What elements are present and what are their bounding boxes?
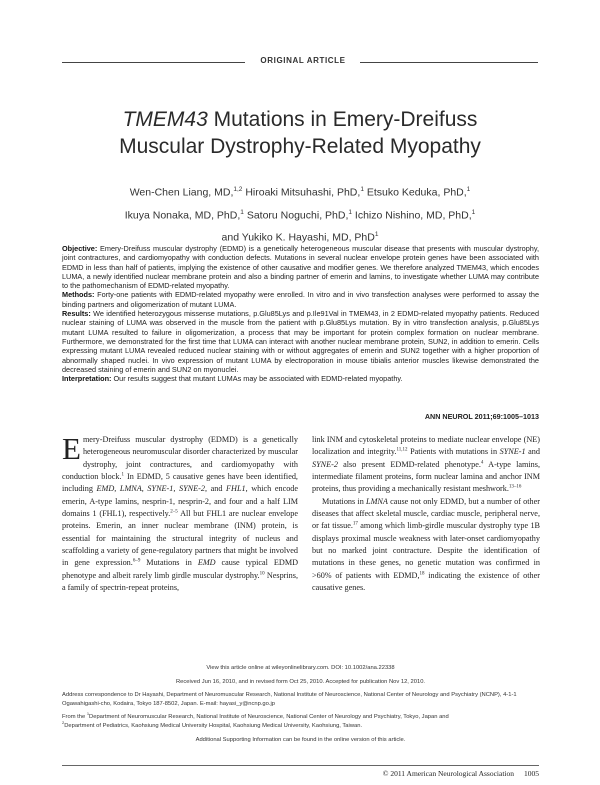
header-rule-left [62,62,245,63]
drop-cap: E [62,431,81,466]
author: Ichizo Nishino, MD, PhD, [354,209,472,221]
gene-name: EMD [96,484,115,494]
author: Etsuko Keduka, PhD, [366,186,467,199]
author-affiliation: 1 [348,208,352,216]
reference-marker[interactable]: 11,12 [396,447,408,453]
author-affiliation: 1,2 [233,186,243,193]
gene-name: LMNA [366,496,388,506]
reference-marker[interactable]: 13–16 [508,484,522,490]
author-affiliation: 1 [360,186,364,193]
affiliation-text: Department of Pediatrics, Kaohsiung Medical University Hospital, Kaohsiung Medical University, Kaohsiung, Taiwan. [64,722,363,729]
title-line1-rest: Mutations in Emery-Dreifuss [207,108,478,131]
body-column-right [312,434,540,594]
abstract [62,244,539,383]
body-text: , and [204,484,227,494]
journal-citation: ANN NEUROL 2011;69:1005–1013 [424,412,539,421]
body-text: Nesprins, a family of spectrin-repeat proteins, [62,570,298,593]
author-list [60,180,540,248]
view-online-note[interactable]: View this article online at wileyonlinelibrary.com. DOI: 10.1002/ana.22338 [206,665,395,671]
abstract-objective [62,244,539,290]
body-text: , [114,484,120,494]
affiliation-prefix: From the [62,714,87,721]
author: Hiroaki Mitsuhashi, PhD, [245,186,361,199]
reference-marker[interactable]: 17 [352,521,358,527]
abstract-text: Emery-Dreifuss muscular dystrophy (EDMD) is a genetically heterogeneous muscular disease that presents with muscular dystrophy, joint contractures, and cardiomyopathy with conduction defects. Mutations in several nuclear envelope protein genes have been associated with EDMD in less than half of patients, implying the existence of other causative and modifier genes. We therefore analyzed TMEM43, which encodes LUMA, a newly identified nuclear membrane protein and also a binding partner of emerin and lamins, to investigate whether LUMA may contribute to the pathomechanism of EDMD-related myopathy. [62,244,539,291]
reference-marker[interactable]: 18 [419,571,425,577]
body-text: In EDMD, 5 causative genes have been identified, including [62,472,298,494]
author-affiliation: 1 [374,231,379,238]
gene-name: LMNA [119,484,142,494]
gene-name: FHL1 [226,484,246,494]
header-rule-right [360,62,538,63]
affiliation-marker: 1 [86,711,90,717]
body-text: , [141,484,148,494]
body-text: Mutations in [140,558,198,568]
body-text: , [173,484,180,494]
body-column-left [62,431,299,594]
body-paragraph [62,431,299,594]
supporting-info-note: Additional Supporting Information can be found in the online version of this article. [195,736,406,743]
body-text: among which limb-girdle muscular dystrophy type 1B displays proximal muscle weakness with later-onset cardiomyopathy but no marked joint contracture. Despite the identification of mutations in these genes, no genetic mutation was confirmed in >60% of patients with EDMD, [312,521,540,580]
author: Ikuya Nonaka, MD, PhD, [124,209,241,221]
abstract-results [62,309,539,374]
body-text: , which encode emerin, A-type lamins, nesprin-1, nesprin-2, and four and a half LIM domains 1 (FHL1), respectively. [62,484,299,519]
reference-marker[interactable]: 6–9 [132,558,141,564]
author: Wen-Chen Liang, MD, [129,186,234,199]
article-title [50,106,550,160]
body-text: also present EDMD-related phenotype. [337,459,481,469]
correspondence-address: Address correspondence to Dr Hayashi, Department of Neuromuscular Research, National Institute of Neuroscience, National Center of Neurology and Psychiatry (NCNP), 4-1-1 Ogawahigashi-cho, Kodaira, Tokyo 187-8502, Japan. E-mail: hayasi_y@ncnp.go.jp [62,692,517,707]
article-footnotes [62,664,539,749]
copyright-notice: © 2011 American Neurological Association [382,769,514,778]
abstract-interpretation [62,374,539,383]
title-gene: TMEM43 [122,108,208,131]
section-label: ORIGINAL ARTICLE [260,56,346,65]
gene-name: EMD [197,558,216,568]
author: Yukiko K. Hayashi, MD, PhD [241,231,375,244]
abstract-label: Interpretation: [62,374,112,384]
author-affiliation: 1 [471,208,476,216]
gene-name: SYNE-1 [147,484,174,494]
abstract-text: Forty-one patients with EDMD-related myopathy were enrolled. In vitro and in vivo transfection analyses were performed to assay the binding partners and oligomerization of mutant LUMA. [62,290,539,309]
body-text: Mutations in [322,496,367,506]
author-affiliation: 1 [466,186,471,193]
reference-marker[interactable]: 4 [480,459,484,465]
affiliations [62,713,539,730]
page-number: 1005 [524,769,539,778]
abstract-text: We identified heterozygous missense mutations, p.Glu85Lys and p.Ile91Val in TMEM43, in 2 EDMD-related myopathy patients. Reduced nuclear staining of LUMA was observed in the muscle from the patient with p.Glu85Lys mutation. By in vitro transfection analysis, p.Glu85Lys mutant LUMA resulted to failure in oligomerization, a process that may be important for protein complex formation on nuclear membrane. Furthermore, we demonstrated for the first time that LUMA can interact with another nuclear membrane protein, SUN2, in addition to emerin. Cells expressing mutant LUMA revealed reduced nuclear staining with or without aggregates of emerin and SUN2 together with a higher proportion of abnormally shaped nuclei. In vivo expression of mutant LUMA by electroporation in mouse tibialis anterior muscles likewise demonstrated the decreased staining of emerin and SUN2 on myonuclei. [62,309,539,374]
footer-rule [62,765,539,766]
body-text: and [525,447,540,457]
abstract-label: Results: [62,309,91,319]
affiliation-text: Department of Neuromuscular Research, National Institute of Neuroscience, National Center of Neurology and Psychiatry, Tokyo, Japan and [89,714,449,721]
author-affiliation: 1 [240,208,244,216]
body-paragraph [312,434,540,496]
gene-name: SYNE-2 [179,484,205,494]
reference-marker[interactable]: 10 [259,571,265,577]
author: Satoru Noguchi, PhD, [246,209,349,221]
abstract-methods [62,290,539,309]
body-text: cause not only EDMD, but a number of other diseases that affect skeletal muscle, cardiac muscle, peripheral nerve, or fat tissue. [312,496,540,531]
author-conjunction: and [221,231,240,244]
body-text: A-type lamins, intermediate filament proteins, form nuclear lamina and anchor INM proteins, thus providing a mechanically resistant meshwork. [312,459,541,494]
abstract-label: Objective: [62,244,98,253]
body-text: cause typical EDMD phenotype and albeit rarely limb girdle muscular dystrophy. [62,558,299,580]
body-paragraph [312,496,540,595]
body-text: All but FHL1 are nuclear envelope proteins. Emerin, an inner nuclear membrane (INM) protein, is essential for maintaining the structural integrity of nucleus and scaffolding a variety of gene-regulatory partners that might be involved in gene expression. [62,509,299,568]
body-text: link INM and cytoskeletal proteins to mediate nuclear envelope (NE) localization and integrity. [312,435,540,457]
body-text: mery-Dreifuss muscular dystrophy (EDMD) is a genetically heterogeneous neuromuscular disorder characterized by muscular dystrophy, joint contractures, and cardiomyopathy with conduction block. [62,435,298,482]
received-dates: Received Jun 16, 2010, and in revised form Oct 25, 2010. Accepted for publication Nov 12, 2010. [175,678,426,685]
body-text: Patients with mutations in [407,447,500,457]
page-footer [62,769,539,778]
reference-marker[interactable]: 2–5 [170,509,178,515]
abstract-label: Methods: [62,290,95,300]
title-line2: Muscular Dystrophy-Related Myopathy [119,135,481,158]
affiliation-marker: 2 [62,720,65,726]
gene-name: SYNE-2 [312,459,338,469]
reference-marker[interactable]: 1 [121,472,125,478]
abstract-text: Our results suggest that mutant LUMAs may be associated with EDMD-related myopathy. [111,374,403,384]
body-text: indicating the existence of other causative genes. [312,570,540,593]
gene-name: SYNE-1 [499,447,526,457]
